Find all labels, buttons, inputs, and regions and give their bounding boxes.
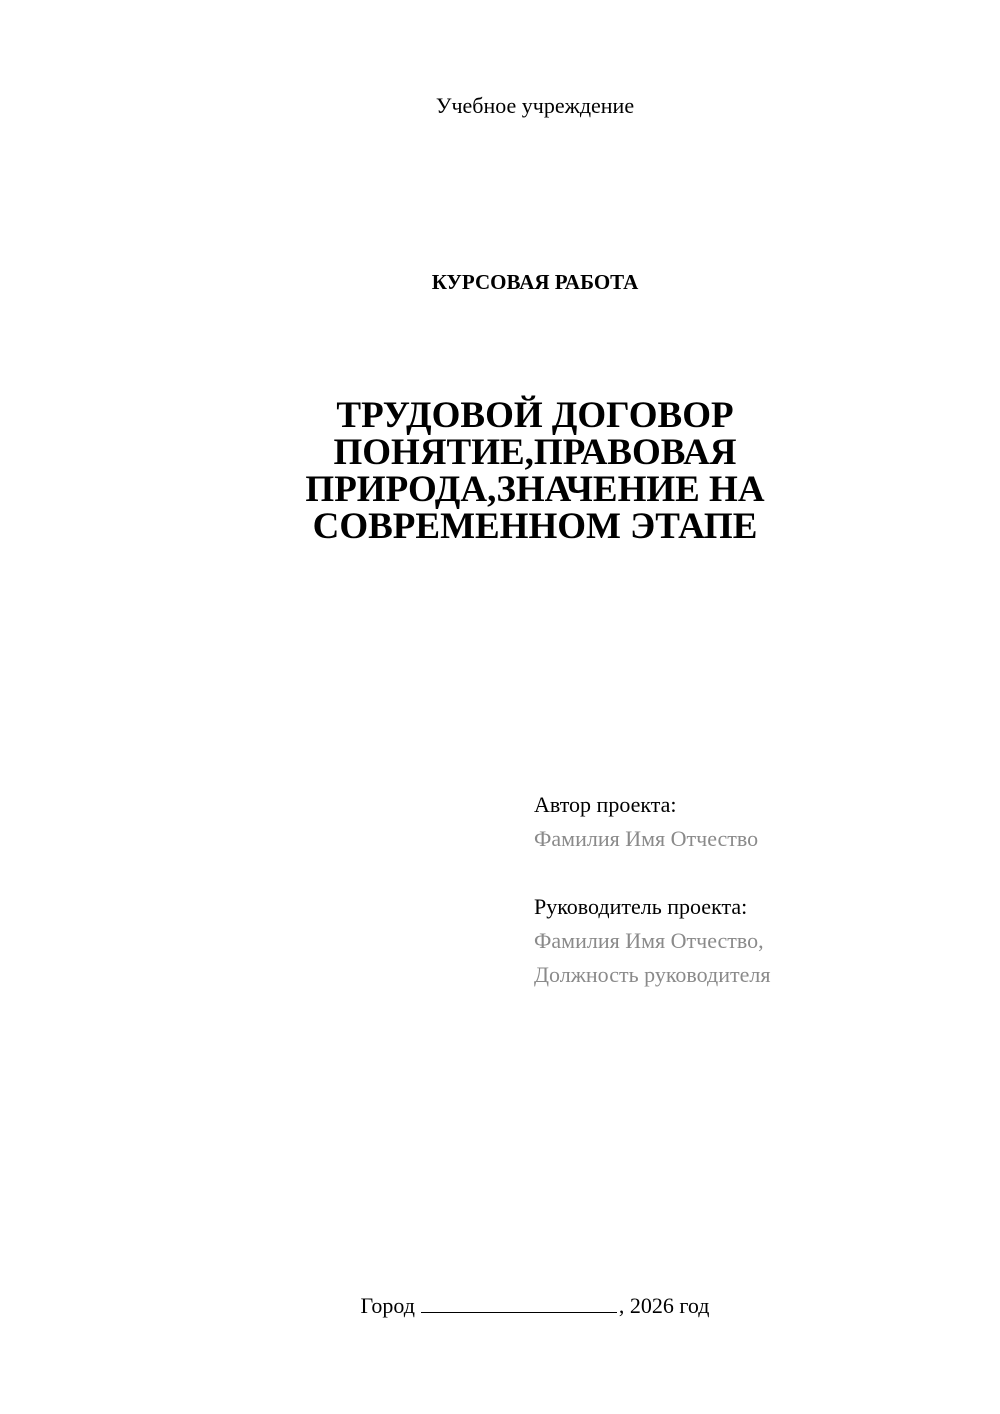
city-blank-line — [421, 1290, 617, 1313]
institution-name: Учебное учреждение — [435, 93, 635, 118]
title-line-4: СОВРЕМЕННОМ ЭТАПЕ — [312, 506, 758, 547]
footer-city-year — [0, 1290, 1000, 1321]
city-label: Город — [360, 1293, 415, 1318]
author-name: Фамилия Имя Отчество — [534, 826, 759, 851]
title-line-2: ПОНЯТИЕ,ПРАВОВАЯ — [333, 432, 737, 473]
document-title — [0, 397, 1000, 545]
supervisor-name: Фамилия Имя Отчество, — [534, 928, 764, 953]
supervisor-label: Руководитель проекта: — [534, 894, 748, 919]
supervisor-position: Должность руководителя — [534, 962, 771, 987]
project-info-block — [534, 788, 770, 992]
work-type-heading: КУРСОВАЯ РАБОТА — [431, 270, 639, 294]
title-line-1: ТРУДОВОЙ ДОГОВОР — [336, 395, 734, 436]
author-label: Автор проекта: — [534, 792, 677, 817]
info-spacer — [534, 856, 770, 890]
year-text: , 2026 год — [618, 1293, 710, 1318]
title-line-3: ПРИРОДА,ЗНАЧЕНИЕ НА — [305, 469, 765, 510]
